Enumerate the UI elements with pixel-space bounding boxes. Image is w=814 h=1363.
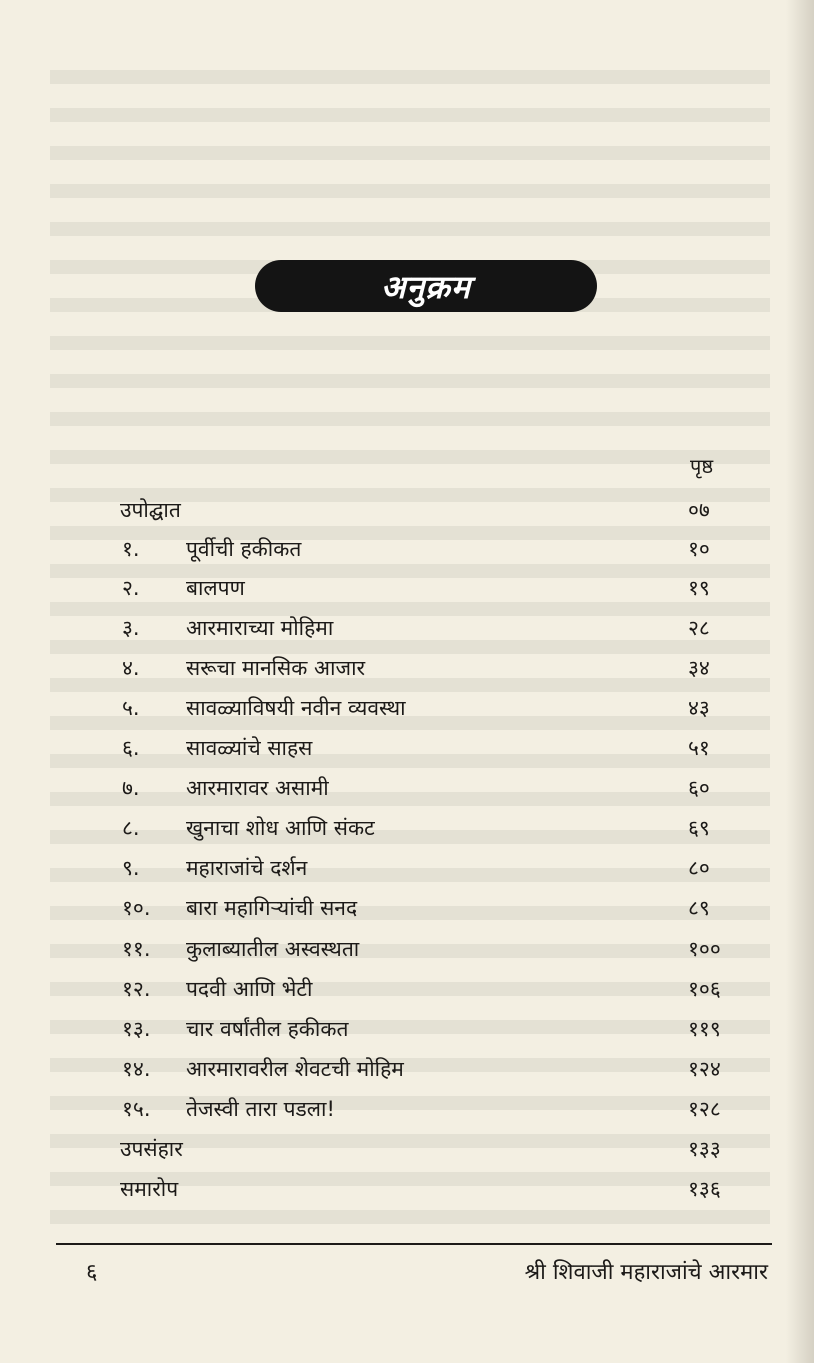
toc-entry <box>0 931 814 967</box>
toc-entry <box>0 810 814 846</box>
toc-entry <box>0 1051 814 1087</box>
page-column-header: पृष्ठ <box>690 454 714 478</box>
toc-entry-number: १५. <box>122 1097 151 1121</box>
toc-entry-number: १२. <box>122 977 151 1001</box>
toc-entry <box>0 1171 814 1207</box>
toc-entry-page: १० <box>688 537 710 561</box>
toc-entry-number: ५. <box>122 696 140 720</box>
toc-entry <box>0 1131 814 1167</box>
toc-entry-title: आरमारावर असामी <box>186 776 329 800</box>
toc-entry-title: पदवी आणि भेटी <box>186 977 313 1001</box>
toc-entry-number: ४. <box>122 656 140 680</box>
toc-entry-number: १०. <box>122 896 151 920</box>
toc-entry <box>0 1091 814 1127</box>
toc-entry <box>0 492 814 528</box>
toc-entry-page: १०० <box>688 937 721 961</box>
toc-entry-number: ६. <box>122 736 140 760</box>
toc-entry-number: ७. <box>122 776 140 800</box>
footer-page-number: ६ <box>86 1260 98 1285</box>
toc-entry <box>0 730 814 766</box>
toc-entry-number: १४. <box>122 1057 151 1081</box>
toc-entry-title: बालपण <box>186 576 245 600</box>
toc-entry-page: ११९ <box>688 1017 721 1041</box>
toc-entry-number: ८. <box>122 816 140 840</box>
toc-entry-title: सावळ्यांचे साहस <box>186 736 313 760</box>
toc-entry-title: आरमारावरील शेवटची मोहिम <box>186 1057 404 1081</box>
toc-entry-page: १०६ <box>688 977 721 1001</box>
toc-entry-page: ८० <box>688 856 710 880</box>
toc-entry-page: १२८ <box>688 1097 721 1121</box>
toc-entry-title: सावळ्याविषयी नवीन व्यवस्था <box>186 696 406 720</box>
toc-entry-page: १२४ <box>688 1057 721 1081</box>
page-title: अनुक्रम <box>381 267 471 306</box>
toc-entry-number: २. <box>122 576 140 600</box>
toc-entry-page: २८ <box>688 616 710 640</box>
toc-entry-title: चार वर्षांतील हकीकत <box>186 1017 349 1041</box>
toc-entry-title: बारा महागिऱ्यांची सनद <box>186 896 358 920</box>
toc-entry <box>0 770 814 806</box>
toc-entry-title: महाराजांचे दर्शन <box>186 856 308 880</box>
toc-entry-page: ०७ <box>688 498 710 522</box>
toc-entry <box>0 890 814 926</box>
toc-entry-title: खुनाचा शोध आणि संकट <box>186 816 375 840</box>
toc-entry-title: सरूचा मानसिक आजार <box>186 656 366 680</box>
toc-entry <box>0 850 814 886</box>
toc-entry-title: कुलाब्यातील अस्वस्थता <box>186 937 360 961</box>
toc-entry-number: १. <box>122 537 140 561</box>
toc-entry <box>0 1011 814 1047</box>
toc-entry-page: १३३ <box>688 1137 721 1161</box>
toc-entry-title: समारोप <box>120 1177 179 1201</box>
toc-entry <box>0 570 814 606</box>
toc-entry-title: उपसंहार <box>120 1137 183 1161</box>
toc-entry-title: आरमाराच्या मोहिमा <box>186 616 334 640</box>
toc-entry <box>0 650 814 686</box>
toc-entry-number: ११. <box>122 937 151 961</box>
footer-divider <box>56 1243 772 1245</box>
toc-entry-page: ६९ <box>688 816 710 840</box>
toc-entry-page: १३६ <box>688 1177 721 1201</box>
toc-entry-number: १३. <box>122 1017 151 1041</box>
toc-entry-page: १९ <box>688 576 710 600</box>
toc-entry <box>0 531 814 567</box>
footer-book-title: श्री शिवाजी महाराजांचे आरमार <box>524 1260 768 1285</box>
toc-entry <box>0 690 814 726</box>
toc-entry-page: ३४ <box>688 656 710 680</box>
toc-entry <box>0 971 814 1007</box>
toc-entry-page: ६० <box>688 776 710 800</box>
toc-entry-title: पूर्वीची हकीकत <box>186 537 302 561</box>
toc-entry-number: ३. <box>122 616 140 640</box>
toc-entry-title: उपोद्घात <box>120 498 181 522</box>
toc-entry-page: ८९ <box>688 896 710 920</box>
toc-entry <box>0 610 814 646</box>
toc-entry-page: ५१ <box>688 736 710 760</box>
title-banner <box>255 260 597 312</box>
toc-entry-page: ४३ <box>688 696 710 720</box>
toc-entry-number: ९. <box>122 856 140 880</box>
toc-entry-title: तेजस्वी तारा पडला! <box>186 1097 335 1121</box>
